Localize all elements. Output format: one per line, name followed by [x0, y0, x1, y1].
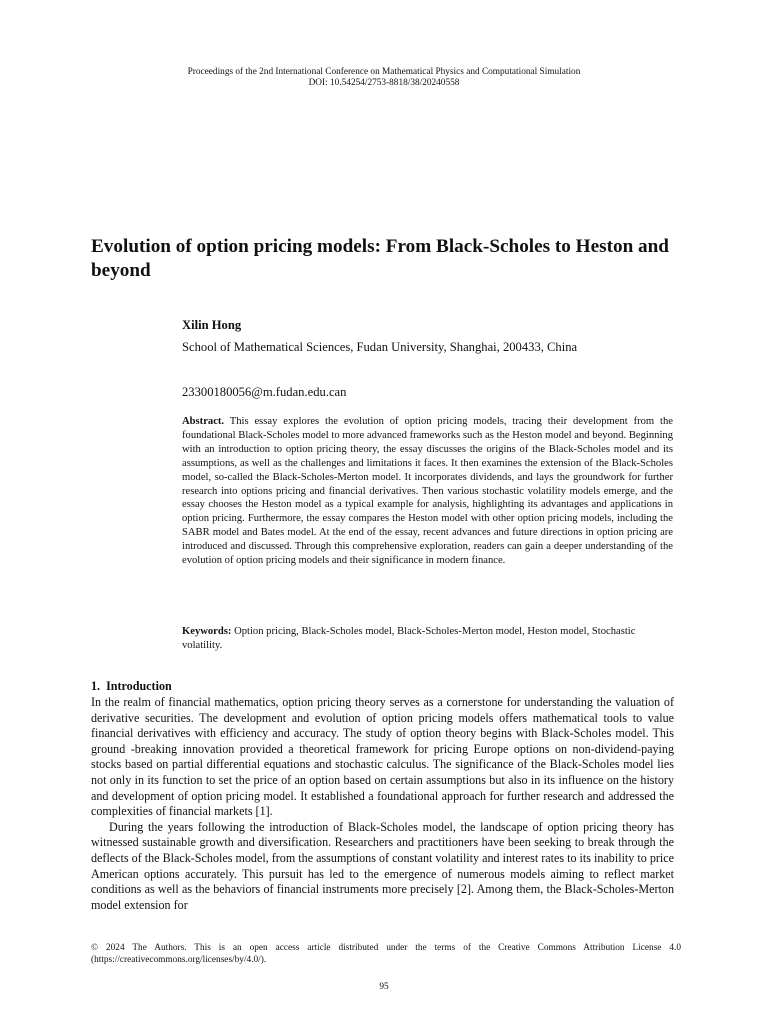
section-title: Introduction: [106, 679, 172, 693]
section-number: 1.: [91, 679, 101, 693]
license-footnote: © 2024 The Authors. This is an open access article distributed under the terms of the Creative Commons Attribution License 4.0 (https://creativecommons.org/licenses/by/4.0/).: [91, 943, 681, 965]
keywords-text: Option pricing, Black-Scholes model, Black-Scholes-Merton model, Heston model, Stochastic volatility.: [182, 626, 636, 651]
page-number: 95: [379, 982, 389, 992]
body-paragraph: In the realm of financial mathematics, option pricing theory serves as a cornerstone for understanding the valuation of derivative securities. The development and evolution of option pricing models offers mathematical tools to value financial derivatives with efficiency and accuracy. The study of option theory begins with Black-Scholes model. This ground -breaking innovation provided a theoretical framework for pricing Europe options on non-dividend-paying stocks based on partial differential equations and stochastic calculus. The significance of the Black-Scholes model lies not only in its function to set the price of an option based on certain assumptions but also in its influence on the history and development of option pricing model. It established a foundational approach for further research and addressed the complexities of financial markets [1].: [91, 695, 674, 819]
body-paragraph: During the years following the introduction of Black-Scholes model, the landscape of option pricing theory has witnessed sustainable growth and diversification. Researchers and practitioners have been seeking to break through the deflects of the Black-Scholes model, from the assumptions of constant volatility and interest rates to its inability to price American options accurately. This pursuit has led to the emergence of numerous models aiming to reflect market conditions as well as the behaviors of financial instruments more precisely [2]. Among them, the Black-Scholes-Merton model extension for: [91, 819, 674, 912]
abstract-text: This essay explores the evolution of option pricing models, tracing their development from the foundational Black-Scholes model to more advanced frameworks such as the Heston model and beyond. Beginning with an introduction to option pricing theory, the essay discusses the origins of the Black-Scholes model and its assumptions, as well as the challenges and limitations it faces. It then examines the extension of the Black-Scholes model, so-called the Black-Scholes-Merton model. It incorporates dividends, and lays the groundwork for further research into options pricing and financial derivatives. Then various stochastic volatility models emerge, and the essay chooses the Heston model as a typical example for analysis, highlighting its advantages and applications in option pricing. Furthermore, the essay compares the Heston model with other option pricing models, including the SABR model and Bates model. At the end of the essay, recent advances and future directions in option pricing are introduced and discussed. Through this comprehensive exploration, readers can gain a deeper understanding of the evolution of option pricing models and their significance in modern finance.: [182, 416, 673, 567]
keywords-label: Keywords:: [182, 626, 232, 637]
section-body: [91, 695, 674, 913]
abstract: [182, 415, 673, 568]
proceedings-title: Proceedings of the 2nd International Conference on Mathematical Physics and Computational Simulation: [187, 67, 581, 77]
paper-title: Evolution of option pricing models: From Black-Scholes to Heston and beyond: [91, 236, 669, 281]
keywords: [182, 625, 676, 653]
abstract-label: Abstract.: [182, 416, 225, 427]
author-name: Xilin Hong: [182, 318, 242, 332]
author-affiliation: School of Mathematical Sciences, Fudan University, Shanghai, 200433, China: [182, 340, 578, 354]
doi: DOI: 10.54254/2753-8818/38/20240558: [308, 78, 460, 88]
running-header: [0, 67, 768, 89]
section-heading: [91, 679, 172, 694]
author-email: 23300180056@m.fudan.edu.can: [182, 385, 347, 399]
